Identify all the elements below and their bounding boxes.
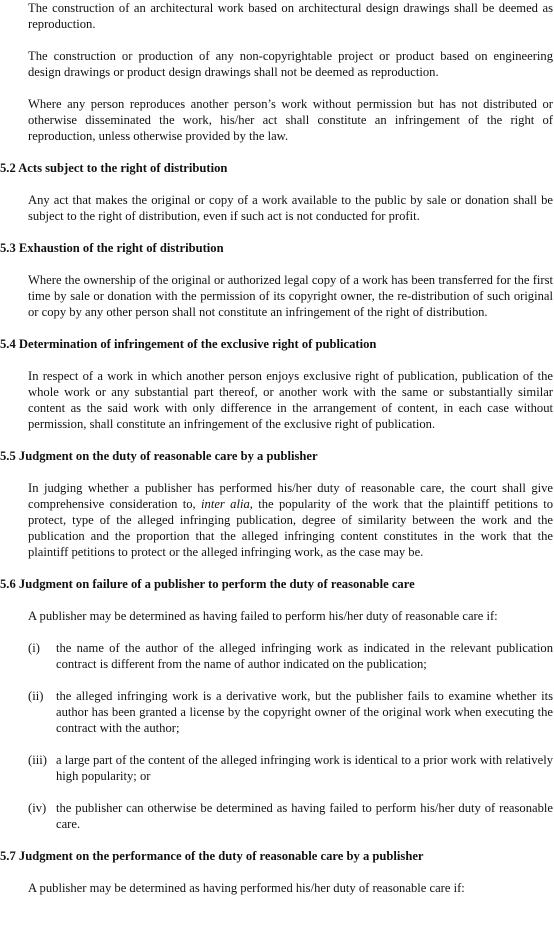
inter-alia-term: inter alia bbox=[201, 497, 250, 511]
list-item bbox=[28, 640, 553, 672]
reasonable-care-text-after: , the popularity of the work that the plaintiff petitions to protect, type of the alleged infringing publication, degree of similarity between the work and the publication and the proportion that the alleged infringing content constitutes in the work that the plaintiff petitions to protect or the alleged infringing work, as the case may be. bbox=[28, 497, 553, 559]
list-item-marker: (iii) bbox=[28, 753, 47, 767]
list-item-text: the publisher can otherwise be determined as having failed to perform his/her duty of reasonable care. bbox=[56, 801, 553, 831]
list-item-text: the name of the author of the alleged infringing work as indicated in the relevant publication contract is different from the name of author indicated on the publication; bbox=[56, 641, 553, 671]
paragraph-reproduction-infringement: Where any person reproduces another person’s work without permission but has not distributed or otherwise disseminated the work, his/her act shall constitute an infringement of the right of reproduction, unless otherwise provided by the law. bbox=[28, 97, 553, 143]
paragraph-distribution-acts: Any act that makes the original or copy of a work available to the public by sale or donation shall be subject to the right of distribution, even if such act is not conducted for profit. bbox=[28, 193, 553, 223]
paragraph-engineering-design: The construction or production of any non-copyrightable project or product based on engineering design drawings or product design drawings shall not be deemed as reproduction. bbox=[28, 49, 553, 79]
section-heading-5-7: 5.7 Judgment on the performance of the duty of reasonable care by a publisher bbox=[0, 849, 424, 863]
list-item bbox=[28, 752, 553, 784]
list-item-marker: (iv) bbox=[28, 801, 47, 815]
paragraph-exclusive-publication: In respect of a work in which another person enjoys exclusive right of publication, publication of the whole work or any substantial part thereof, or another work with the same or substantially similar content as the said work with only difference in the arrangement of content, in each case without permission, shall constitute an infringement of the exclusive right of publication. bbox=[28, 369, 553, 431]
paragraph-reasonable-care-judgment bbox=[28, 480, 553, 560]
paragraph-architectural-reproduction: The construction of an architectural work based on architectural design drawings shall be deemed as reproduction. bbox=[28, 1, 553, 31]
section-heading-5-5: 5.5 Judgment on the duty of reasonable care by a publisher bbox=[0, 449, 318, 463]
paragraph-performance-intro: A publisher may be determined as having performed his/her duty of reasonable care if: bbox=[28, 881, 465, 895]
list-item-marker: (ii) bbox=[28, 689, 44, 703]
paragraph-distribution-exhaustion: Where the ownership of the original or authorized legal copy of a work has been transferred for the first time by sale or donation with the permission of its copyright owner, the re-distribution of such original or copy by any other person shall not constitute an infringement of the right of distribution. bbox=[28, 273, 553, 319]
list-item bbox=[28, 688, 553, 736]
list-item bbox=[28, 800, 553, 832]
section-heading-5-4: 5.4 Determination of infringement of the exclusive right of publication bbox=[0, 337, 377, 351]
section-heading-5-6: 5.6 Judgment on failure of a publisher to perform the duty of reasonable care bbox=[0, 577, 415, 591]
paragraph-failure-intro: A publisher may be determined as having failed to perform his/her duty of reasonable care if: bbox=[28, 609, 498, 623]
list-item-text: the alleged infringing work is a derivative work, but the publisher fails to examine whether its author has been granted a license by the copyright owner of the original work when executing the contract with the author; bbox=[56, 689, 553, 735]
list-item-text: a large part of the content of the alleged infringing work is identical to a prior work with relatively high popularity; or bbox=[56, 753, 553, 783]
section-heading-5-2: 5.2 Acts subject to the right of distribution bbox=[0, 161, 228, 175]
section-heading-5-3: 5.3 Exhaustion of the right of distribution bbox=[0, 241, 224, 255]
reasonable-care-text-before: In judging whether a publisher has performed his/her duty of reasonable care, the court shall give comprehensive consideration to, bbox=[28, 481, 553, 511]
list-item-marker: (i) bbox=[28, 641, 40, 655]
